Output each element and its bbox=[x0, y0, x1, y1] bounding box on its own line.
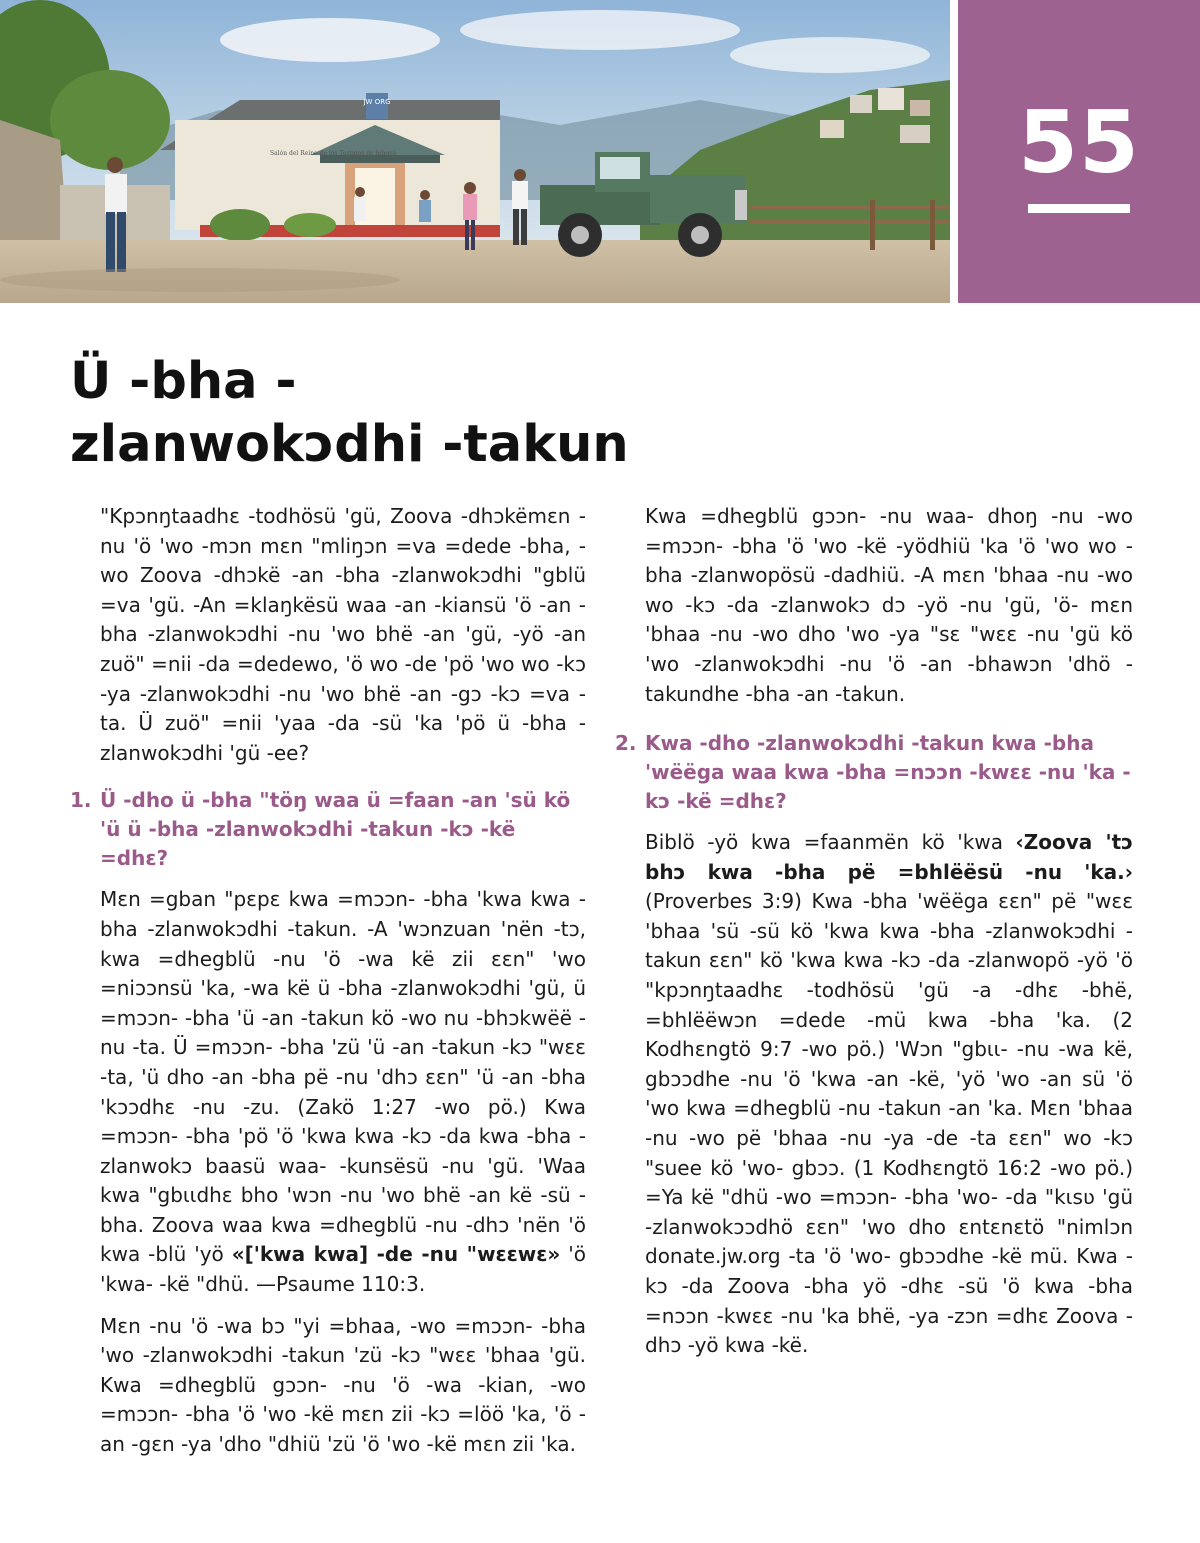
lesson-number-underline bbox=[1028, 204, 1130, 213]
right-column bbox=[645, 502, 1133, 721]
section-1-paragraph-1-tail: 'ö 'kwa- -kë "dhü. —Psaume 110:3. bbox=[100, 1242, 587, 1297]
page-title: Ü -bha -zlanwokɔdhi -takun bbox=[70, 352, 629, 474]
sign-text: Salón del Reino de los Testigos de Jehová bbox=[270, 150, 397, 157]
section-2-paragraph-1-tail: (Proverbes 3:9) Kwa -bha 'wëëga ɛɛn" pë "wɛɛ 'bhaa 'sü -sü kö 'kwa kwa -bha -zlanwokɔdhi -takun ɛɛn" kö 'kwa kwa -kɔ -da -zlanwopö -yö 'ö "kpɔnŋtaadhɛ -todhösü 'gü -a -dhɛ -bhë, =bhlëëwɔn =dede -mü kwa -bha 'ka. (2 Kodhɛngtö 9:7 -wo pö.) 'Wɔn "gbɩɩ- -nu -wa kë, gbɔɔdhe -nu 'ö 'kwa -an -kë, 'yö 'wo -an sü 'ö 'wo kwa =dhegblü -nu -takun -an 'ka. Mɛn 'bhaa -nu -wo pë 'bhaa -nu -ya -de -ta ɛɛn" wo -kɔ "suee kö 'wo- gbɔɔ. (1 Kodhɛngtö 16:2 -wo pö.) =Ya kë "dhü -wo =mɔɔn- -bha 'wo- -da "kɩsʋ 'gü -zlanwokɔɔdhö ɛɛn" 'wo dho ɛntɛnɛtö "nimlɔn donate.jw.org -ta 'ö 'wo- gbɔɔdhe -kë mü. Kwa -kɔ -da Zoova -bha yö -dhɛ -sü 'ö kwa -bha =nɔɔn -kwɛɛ -nu 'ka bhë, -ya -zɔn =dhɛ Zoova -dhɔ -yö kwa -kë. bbox=[645, 889, 1133, 1358]
section-2-bold-quote: ‹Zoova 'tɔ bhɔ kwa -bha pë =bhlëësü -nu 'ka.› bbox=[645, 830, 1133, 884]
question-2 bbox=[615, 729, 1133, 816]
section-1-paragraph-2-continued: Kwa =dhegblü gɔɔn- -nu waa- dhoŋ -nu -wo =mɔɔn- -bha 'ö 'wo -kë -yödhiü 'ka 'ö 'wo wo -bha -zlanwopösü -dadhiü. -A mɛn 'bhaa -nu -wo wo -kɔ -da -zlanwokɔ dɔ -yö -nu 'gü, 'ö- mɛn 'bhaa -nu -wo dho 'wo -ya "sɛ "wɛɛ -nu 'gü kö 'wo -zlanwokɔdhi -nu 'ö -an -bhawɔn 'dhö -takundhe -bha -an -takun. bbox=[645, 504, 1133, 706]
question-2-text: Kwa -dho -zlanwokɔdhi -takun kwa -bha 'wëëga waa kwa -bha =nɔɔn -kwɛɛ -nu 'ka -kɔ -kë =dhɛ? bbox=[645, 731, 1131, 813]
question-1-text: Ü -dho ü -bha "töŋ waa ü =faan -an 'sü kö 'ü ü -bha -zlanwokɔdhi -takun -kɔ -kë =dhɛ? bbox=[100, 788, 571, 871]
lesson-number: 55 bbox=[1018, 93, 1140, 193]
question-1 bbox=[70, 786, 586, 873]
sign-logo: JW ORG bbox=[363, 98, 391, 106]
section-2-paragraph-1-text: Biblö -yö kwa =faanmën kö 'kwa bbox=[645, 830, 1016, 854]
intro-paragraph: "Kpɔnŋtaadhɛ -todhösü 'gü, Zoova -dhɔkëmɛn -nu 'ö 'wo -mɔn mɛn "mliŋɔn =va =dede -bha, -wo Zoova -dhɔkë -an -bha -zlanwokɔdhi "gblü =va 'gü. -An =klaŋkësü waa -an -kiansü 'ö -an -bha -zlanwokɔdhi -nu 'wo bhë -an 'gü, -yö -an zuö" =nii -da =dedewo, 'ö wo -de 'pö 'wo wo -kɔ -ya -zlanwokɔdhi -nu 'wo bhë -an -gɔ -kɔ =va -ta. Ü zuö" =nii 'yaa -da -sü 'ka 'pö ü -bha -zlanwokɔdhi 'gü -ee? bbox=[100, 504, 586, 765]
section-1-bold-quote: «['kwa kwa] -de -nu "wɛɛwɛ» bbox=[231, 1242, 561, 1267]
section-1-paragraph-1 bbox=[100, 885, 586, 1299]
section-1-paragraph-2: Mɛn -nu 'ö -wa bɔ "yi =bhaa, -wo =mɔɔn- -bha 'wo -zlanwokɔdhi -takun 'zü -kɔ "wɛɛ 'bhaa 'gü. Kwa =dhegblü gɔɔn- -nu 'ö -wa -kian, -wo =mɔɔn- -bha 'ö 'wo -kë mɛn zii -kɔ =löö 'ka, 'ö -an -gɛn -ya 'dho "dhiü 'zü 'ö 'wo -kë mɛn zii 'ka. bbox=[100, 1313, 586, 1457]
left-column bbox=[70, 502, 587, 1472]
hero-illustration bbox=[0, 0, 950, 303]
question-1-number: 1. bbox=[70, 788, 92, 813]
right-column-content bbox=[615, 707, 1133, 1373]
question-2-number: 2. bbox=[615, 731, 637, 755]
section-1-paragraph-1-text: Mɛn =gban "pɛpɛ kwa =mɔɔn- -bha 'kwa kwa -bha -zlanwokɔdhi -takun. -A 'wɔnzuan 'nën -tɔ, kwa =dhegblü -nu 'ö -wa kë zii ɛɛn" 'wo =niɔɔnsü 'ka, -wa kë ü -bha -zlanwokɔdhi 'gü, ü =mɔɔn- -bha 'ü -an -takun kö -wo nu -bhɔkwëë -nu -ta. Ü =mɔɔn- -bha 'zü 'ü -an -takun -kɔ "wɛɛ -ta, 'ü dho -an -bha pë -nu 'dhɔ ɛɛn" 'ü -an -bha 'kɔɔdhɛ -nu -zu. (Zakö 1:27 -wo pö.) Kwa =mɔɔn- -bha 'pö 'ö 'kwa kwa -kɔ -da kwa -bha -zlanwokɔ baasü waa- -kunsësü -nu 'gü. 'Waa kwa "gbɩɩdhɛ bho 'wɔn -nu 'wo bhë -an kë -sü -bha. Zoova waa kwa =dhegblü -nu -dhɔ 'nën 'ö kwa -blü 'yö bbox=[100, 887, 586, 1267]
lesson-number-tab bbox=[958, 0, 1200, 303]
section-2-paragraph-1 bbox=[645, 828, 1133, 1361]
